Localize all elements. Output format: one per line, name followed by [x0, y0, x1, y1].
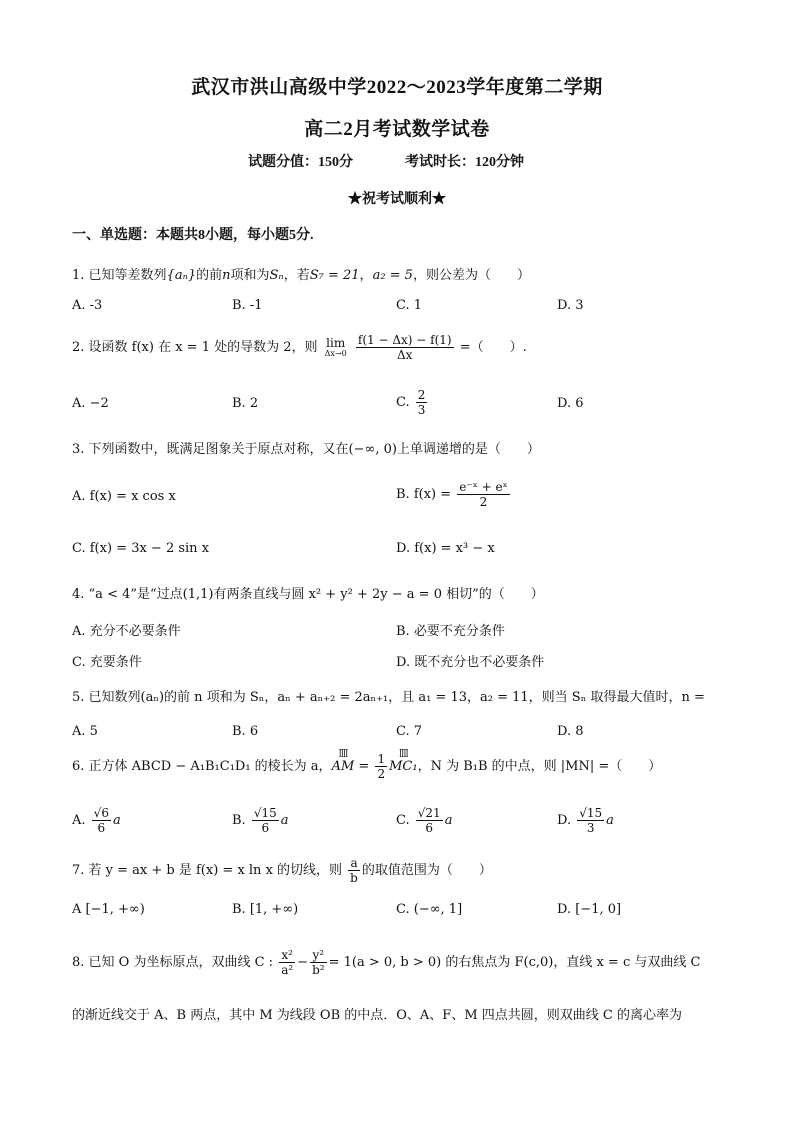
q6-option-d: D. $\frac{√15}{3}$ a	[557, 806, 614, 835]
blessing-text: ★祝考试顺利★	[348, 192, 446, 207]
q3-option-c: C. f(x) = 3x − 2 sin x	[72, 541, 210, 556]
score-info: 试题分值：150分	[248, 155, 353, 170]
q5-option-d: D. 8	[557, 724, 584, 739]
school-title: 武汉市洪山高级中学2022～2023学年度第二学期	[191, 77, 603, 98]
q6-option-a: A. $\frac{√6}{6}$ a	[72, 806, 121, 835]
time-info: 考试时长：120分钟	[405, 155, 524, 170]
q4-option-c: C. 充要条件	[72, 655, 142, 670]
q5-option-a: A. 5	[72, 724, 98, 739]
question-6-stem: 6. 正方体 ABCD − A₁B₁C₁D₁ 的棱长为 a， ꟾꟾꟾꟾ AM = $\frac{1}{2}$ ꟾꟾꟾꟾ MC₁，N 为 B₁B 的中点，则 |MN| =（ ）	[72, 750, 662, 781]
q6-option-b: B. $\frac{√15}{6}$ a	[232, 806, 289, 835]
exam-title: 高二2月考试数学试卷	[304, 119, 490, 140]
question-7-stem: 7. 若 y = ax + b 是 f(x) = x ln x 的切线，则 $\frac{a}{b}$ 的取值范围为（ ）	[72, 856, 492, 885]
q6-option-c: C. $\frac{√21}{6}$ a	[396, 806, 453, 835]
question-2-stem: 2. 设函数 f(x) 在 x = 1 处的导数为 2，则 lim Δx→0 $\frac{f(1 - \Delta x) - f(1)}{\Delta x}$ =（ ）.	[72, 333, 527, 362]
q2-option-c: C. $\frac{2}{3}$	[396, 388, 426, 417]
question-5-stem: 5. 已知数列(aₙ)的前 n 项和为 Sₙ，aₙ + aₙ₊₂ = 2aₙ₊₁，且 a₁ = 13，a₂ = 11，则当 Sₙ 取得最大值时，n =	[72, 690, 705, 705]
q7-option-b: B. [1, +∞)	[232, 902, 299, 917]
q1-option-c: C. 1	[396, 298, 423, 313]
q2-option-a: A. −2	[72, 396, 109, 411]
q5-option-c: C. 7	[396, 724, 423, 739]
question-8-stem-line2: 的渐近线交于 A、B 两点，其中 M 为线段 OB 的中点．O、A、F、M 四点共圆，则双曲线 C 的离心率为	[72, 1008, 682, 1023]
question-1-stem: 1. 已知等差数列{aₙ}的前n项和为Sₙ，若S₇ = 21，a₂ = 5，则公差为（ ）	[72, 268, 530, 283]
q7-option-c: C. (−∞, 1]	[396, 902, 463, 917]
q7-option-a: A [−1, +∞)	[72, 902, 145, 917]
q2-option-b: B. 2	[232, 396, 259, 411]
q7-option-d: D. [−1, 0]	[557, 902, 622, 917]
q1-option-d: D. 3	[557, 298, 584, 313]
question-8-stem: 8. 已知 O 为坐标原点，双曲线 C : $\frac{\text{x²}}{\text{a²}}$ − $\frac{\text{y²}}{\text{b²}}$ = 1(a > 0, b > 0) 的右焦点为 F(c,0)，直线 x = c 与双曲线 C	[72, 948, 701, 977]
question-3-stem: 3. 下列函数中，既满足图象关于原点对称，又在(−∞, 0)上单调递增的是（ ）	[72, 442, 540, 457]
vector-am: ꟾꟾꟾꟾ AM	[331, 750, 355, 774]
limit-expression: lim Δx→0	[324, 336, 347, 358]
q1-option-a: A. -3	[72, 298, 103, 313]
q4-option-b: B. 必要不充分条件	[396, 624, 505, 639]
q4-option-d: D. 既不充分也不必要条件	[396, 655, 545, 670]
q5-option-b: B. 6	[232, 724, 259, 739]
q3-option-d: D. f(x) = x³ − x	[396, 541, 495, 556]
q1-option-b: B. -1	[232, 298, 263, 313]
vector-mc1: ꟾꟾꟾꟾ MC₁	[389, 750, 418, 774]
q3-option-b: B. f(x) = $\frac{\text{e⁻ˣ + eˣ}}{2}$	[396, 480, 508, 509]
q2-option-d: D. 6	[557, 396, 584, 411]
q3-option-a: A. f(x) = x cos x	[72, 489, 176, 504]
section-heading: 一、单选题：本题共8小题，每小题5分.	[72, 228, 314, 243]
limit-fraction: $\frac{f(1 - \Delta x) - f(1)}{\Delta x}$	[357, 333, 452, 362]
q4-option-a: A. 充分不必要条件	[72, 624, 181, 639]
question-4-stem: 4. “a < 4”是“过点(1,1)有两条直线与圆 x² + y² + 2y − a = 0 相切”的（ ）	[72, 587, 544, 602]
